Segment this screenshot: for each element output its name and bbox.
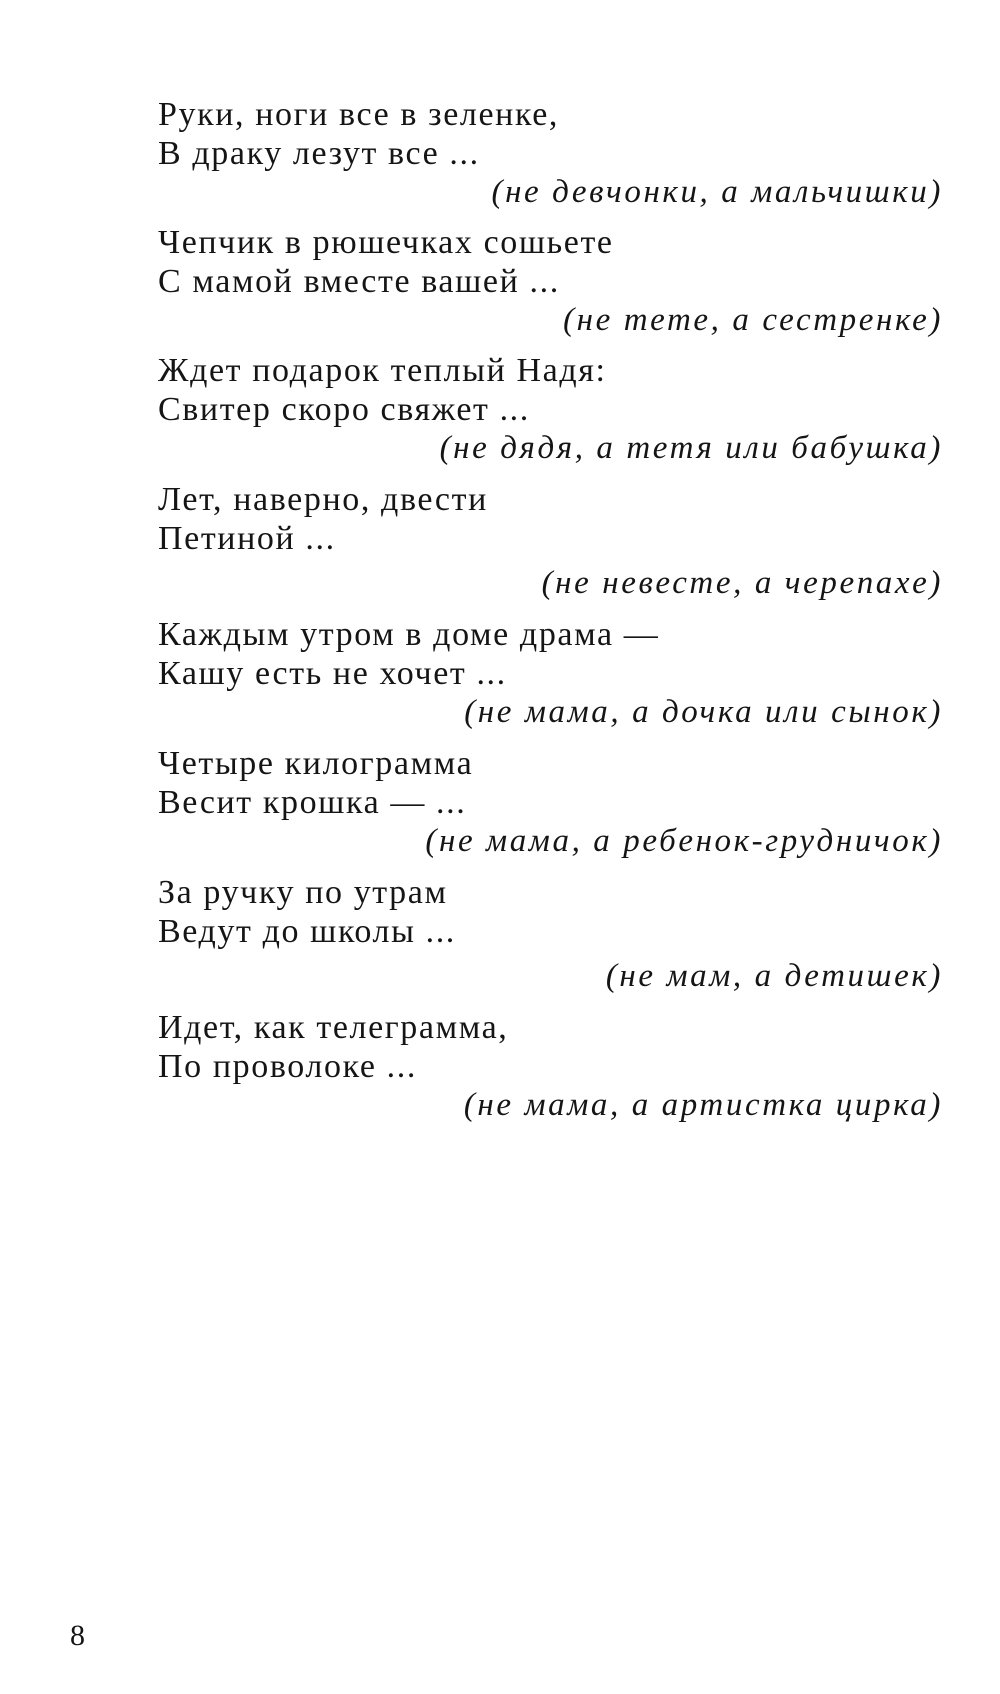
stanza-line: В драку лезут все ... <box>158 135 480 172</box>
stanza-line: Чепчик в рюшечках сошьете <box>158 224 614 261</box>
stanza-6 <box>158 744 943 861</box>
stanza-line: Весит крошка — ... <box>158 784 467 821</box>
stanza-line: Руки, ноги все в зеленке, <box>158 96 560 133</box>
stanza-line: По проволоке ... <box>158 1048 417 1085</box>
stanza-answer: (не дядя, а тетя или бабушка) <box>439 430 943 466</box>
stanza-line: Ведут до школы ... <box>158 913 456 950</box>
stanza-answer: (не девчонки, а мальчишки) <box>491 174 943 210</box>
stanza-5 <box>158 615 943 732</box>
page-number: 8 <box>70 1619 85 1652</box>
stanza-line: Кашу есть не хочет ... <box>158 655 507 692</box>
stanza-1 <box>158 95 943 212</box>
stanza-line: Четыре килограмма <box>158 745 474 782</box>
stanza-answer: (не мама, а дочка или сынок) <box>464 694 943 730</box>
stanza-line: Ждет подарок теплый Надя: <box>158 352 607 389</box>
stanza-line: За ручку по утрам <box>158 874 448 911</box>
stanza-8 <box>158 1008 943 1125</box>
stanza-line: Каждым утром в доме драма — <box>158 616 660 653</box>
stanza-answer: (не мам, а детишек) <box>605 958 943 994</box>
stanza-3 <box>158 351 943 468</box>
stanza-line: Петиной ... <box>158 520 336 557</box>
stanza-line: Лет, наверно, двести <box>158 481 488 518</box>
stanza-2 <box>158 223 943 340</box>
stanza-answer: (не невесте, а черепахе) <box>541 565 943 601</box>
stanza-4 <box>158 480 943 603</box>
stanza-line: С мамой вместе вашей ... <box>158 263 560 300</box>
stanza-answer: (не мама, а ребенок-грудничок) <box>425 823 943 859</box>
stanza-line: Идет, как телеграмма, <box>158 1009 509 1046</box>
stanza-7 <box>158 873 943 996</box>
stanza-line: Свитер скоро свяжет ... <box>158 391 530 428</box>
stanza-answer: (не мама, а артистка цирка) <box>463 1087 943 1123</box>
stanza-answer: (не тете, а сестренке) <box>563 302 943 338</box>
